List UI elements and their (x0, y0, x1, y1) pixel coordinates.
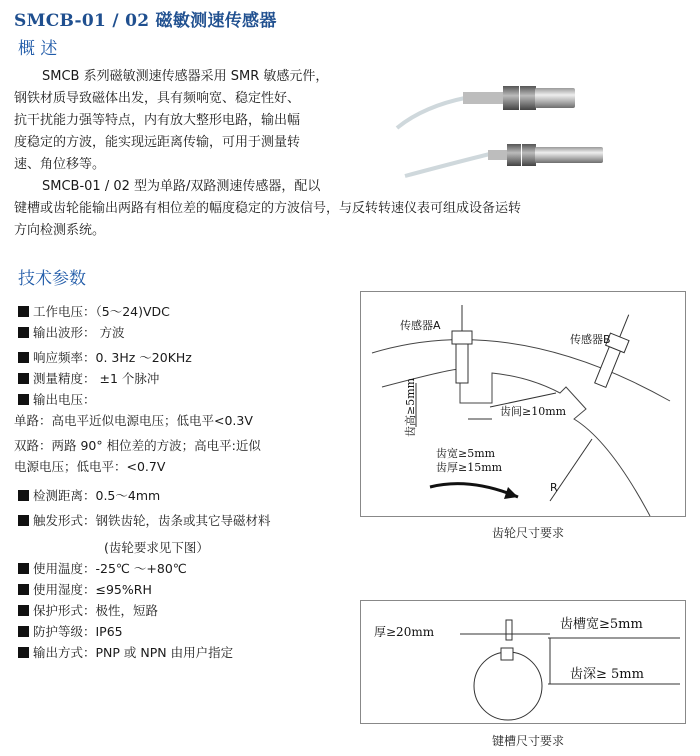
sensor-a-body (456, 343, 468, 383)
spec-item: 使用温度：-25℃ ～+80℃ (18, 558, 271, 579)
overview-paragraph-2 (14, 176, 674, 242)
overview-line: SMCB 系列磁敏测速传感器采用 SMR 敏感元件， (42, 69, 329, 84)
overview-line: SMCB-01 / 02 型为单路/双路测速传感器，配以 (42, 179, 321, 194)
bullet-icon (18, 327, 29, 338)
sensor-b-nut-2 (522, 144, 536, 166)
tooth-height-label: 齿高≥5mm (404, 377, 417, 437)
shaft-circle (474, 652, 542, 720)
slot-width-label: 齿槽宽≥5mm (560, 617, 643, 632)
bullet-icon (18, 626, 29, 637)
spec-item: 工作电压：（5～24)VDC (18, 301, 271, 322)
bullet-icon (18, 394, 29, 405)
spec-item: 输出方式：PNP 或 NPN 由用户指定 (18, 642, 271, 663)
spec-list (14, 301, 271, 663)
spec-item: 防护等级：IP65 (18, 621, 271, 642)
overview-line: 键槽或齿轮能输出两路有相位差的幅度稳定的方波信号，与反转转速仪表可组成设备运转 (14, 201, 522, 216)
page-title: SMCB-01 / 02 磁敏测速传感器 (14, 11, 277, 31)
key-slot (501, 648, 513, 660)
spec-item: (齿轮要求见下图） (104, 540, 209, 555)
bullet-icon (18, 647, 29, 658)
tooth-width-label: 齿宽≥5mm (436, 447, 496, 460)
spec-item: 检测距离：0.5～4mm (18, 485, 271, 506)
bullet-icon (18, 352, 29, 363)
bullet-icon (18, 373, 29, 384)
overview-paragraph-1 (14, 66, 374, 176)
depth-label: 齿深≥ 5mm (570, 667, 644, 682)
radius-label: R (550, 481, 558, 494)
gear-diagram (360, 291, 686, 517)
spec-item: 使用湿度：≤95%RH (18, 579, 271, 600)
bullet-icon (18, 515, 29, 526)
tooth-gap-label: 齿间≥10mm (500, 405, 567, 418)
bullet-icon (18, 563, 29, 574)
overview-line: 抗干扰能力强等特点，内有放大整形电路，输出幅 (14, 113, 301, 128)
sensor-product-photo (395, 68, 605, 178)
spec-item: 响应频率：0. 3Hz ～20KHz (18, 347, 271, 368)
spec-item: 保护形式：极性，短路 (18, 600, 271, 621)
sensor-a-nut-1 (503, 86, 519, 110)
sensor-a-nut-2 (520, 86, 536, 110)
tooth-thickness-label: 齿厚≥15mm (436, 461, 503, 474)
overview-line: 钢铁材质导致磁体出发，具有频响宽、稳定性好、 (14, 91, 301, 106)
spec-item: 测量精度： ±1 个脉冲 (18, 368, 271, 389)
sensor-b-nut-1 (507, 144, 521, 166)
overview-line: 方向检测系统。 (14, 223, 106, 238)
sensor-probe (506, 620, 512, 640)
bullet-icon (18, 306, 29, 317)
spec-item: 电源电压；低电平：<0.7V (14, 459, 166, 474)
sensor-a-label: 传感器A (400, 319, 441, 332)
sensor-a-head (452, 331, 472, 344)
thickness-label: 厚≥20mm (374, 625, 435, 639)
keyslot-diagram-caption: 键槽尺寸要求 (492, 734, 565, 748)
keyslot-diagram (360, 600, 686, 724)
specs-heading: 技术参数 (18, 269, 86, 289)
bullet-icon (18, 490, 29, 501)
bullet-icon (18, 584, 29, 595)
spec-item: 触发形式：钢铁齿轮，齿条或其它导磁材料 (18, 510, 271, 531)
overview-line: 度稳定的方波，能实现远距离传输，可用于测量转 (14, 135, 301, 150)
overview-line: 速、角位移等。 (14, 157, 106, 172)
sensor-a-tail (463, 92, 505, 104)
bullet-icon (18, 605, 29, 616)
sensor-a-body (535, 88, 575, 108)
sensor-b-tail (488, 150, 508, 160)
gear-diagram-caption: 齿轮尺寸要求 (492, 526, 565, 540)
overview-heading: 概 述 (18, 39, 58, 59)
spec-item: 双路：两路 90° 相位差的方波；高电平:近似 (14, 438, 261, 453)
sensor-b-label: 传感器B (570, 333, 611, 346)
cable-b (405, 154, 490, 176)
cable-a (397, 98, 465, 128)
sensor-b-body (535, 147, 603, 163)
spec-item: 输出波形： 方波 (18, 322, 271, 343)
spec-item: 输出电压： (18, 389, 271, 410)
spec-item: 单路：高电平近似电源电压；低电平<0.3V (14, 413, 253, 428)
